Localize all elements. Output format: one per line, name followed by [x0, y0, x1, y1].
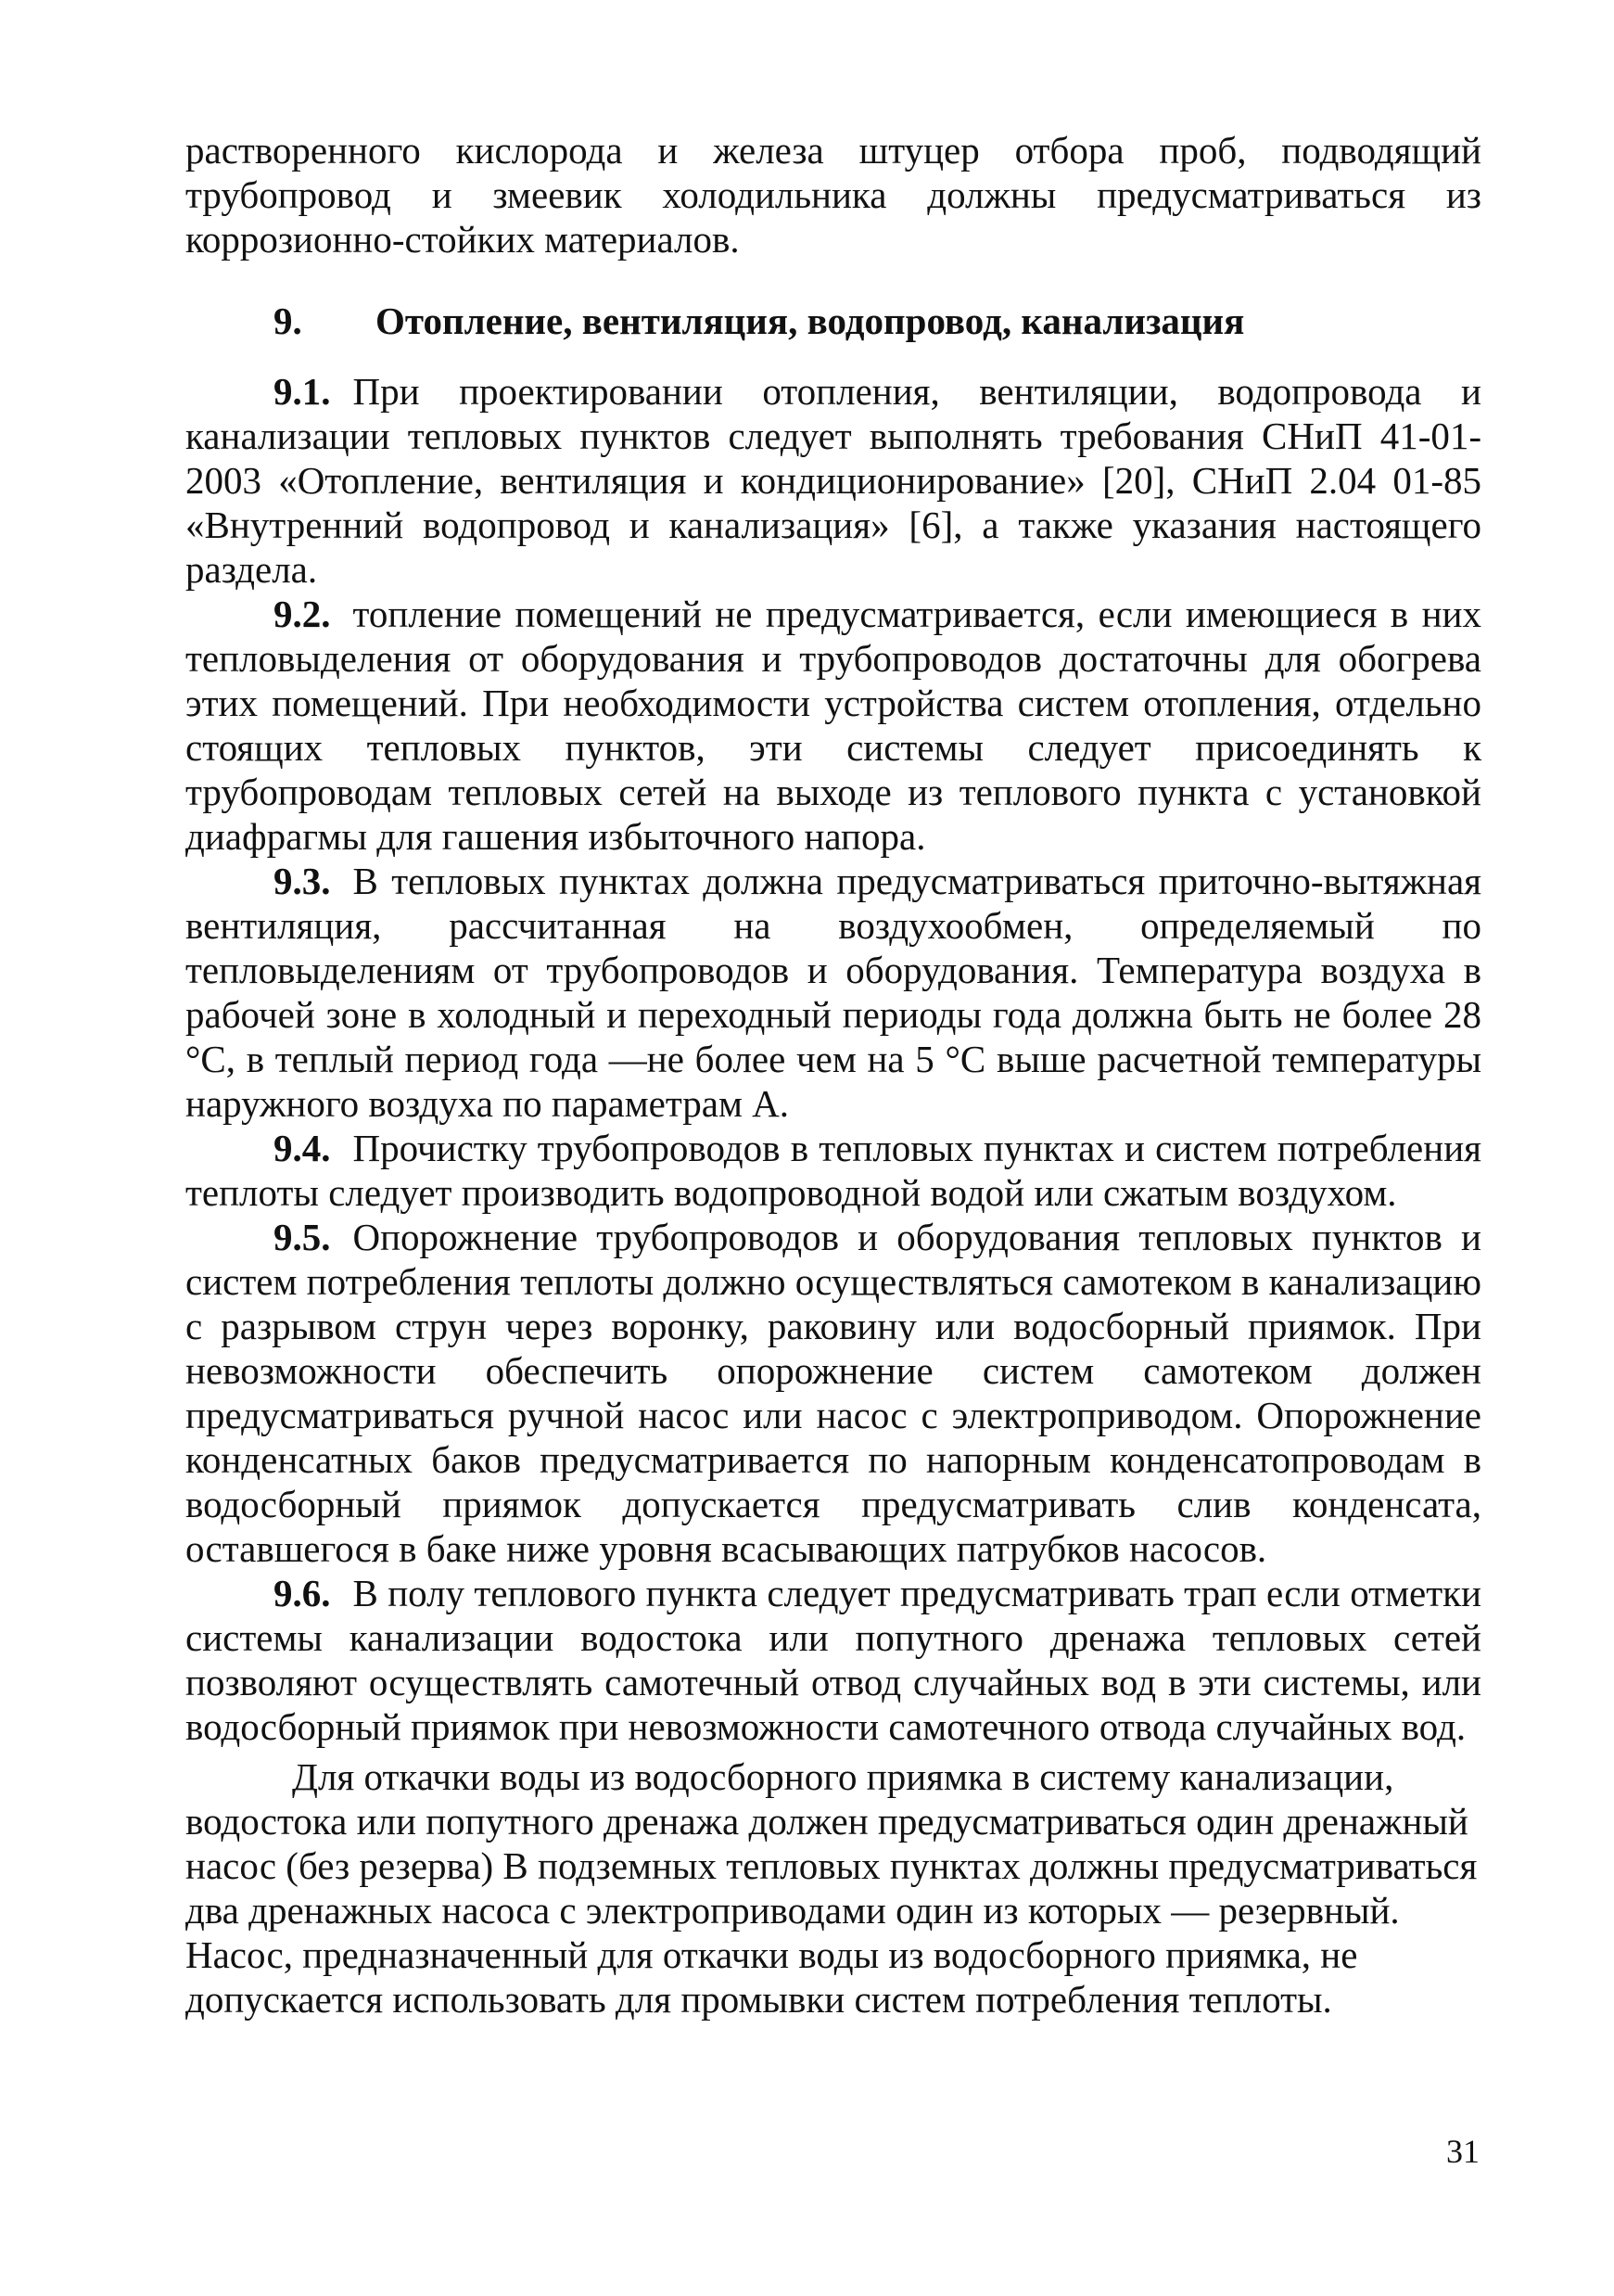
- section-heading: [185, 299, 1481, 343]
- clause-text: топление помещений не предусматривается, если имеющиеся в них тепловыделения от оборудования и трубопроводов достаточны для обогрева этих помещений. При необходимости устройства систем отопления, отдельно стоящих тепловых пунктов, эти системы следует присоединять к трубопроводам тепловых сетей на выходе из теплового пункта с установкой диафрагмы для гашения избыточного напора.: [185, 593, 1481, 858]
- intro-paragraph: растворенного кислорода и железа штуцер отбора проб, подводящий трубопровод и змеевик холодильника должны предусматриваться из коррозионно-стойких материалов.: [185, 129, 1481, 261]
- clause-number: 9.3.: [273, 860, 331, 902]
- clause-text: В тепловых пунктах должна предусматриваться приточно-вытяжная вентиляция, рассчитанная на воздухообмен, определяемый по тепловыделениям от трубопроводов и оборудования. Температура воздуха в рабочей зоне в холодный и переходный периоды года должна быть не более 28 °С, в теплый период года —не более чем на 5 °С выше расчетной температуры наружного воздуха по параметрам А.: [185, 860, 1481, 1125]
- clause-number: 9.1.: [273, 370, 331, 413]
- page-body: [185, 128, 1481, 2022]
- clause-9-4: [185, 1126, 1481, 1215]
- section-title: Отопление, вентиляция, водопровод, канализация: [375, 300, 1245, 342]
- clause-9-1: [185, 369, 1481, 592]
- clause-text: Прочистку трубопроводов в тепловых пунктах и систем потребления теплоты следует производить водопроводной водой или сжатым воздухом.: [185, 1127, 1481, 1214]
- clause-number: 9.5.: [273, 1216, 331, 1258]
- clause-number: 9.2.: [273, 593, 331, 635]
- closing-paragraph: Для откачки воды из водосборного приямка в систему канализации, водостока или попутного дренажа должен предусматриваться один дренажный насос (без резерва) В подземных тепловых пунктах должны предусматриваться два дренажных насоса с электроприводами один из которых — резервный. Насос, предназначенный для откачки воды из водосборного приямка, не допускается использовать для промывки систем потребления теплоты.: [185, 1755, 1478, 2021]
- clause-9-5: [185, 1215, 1481, 1571]
- clause-9-6: [185, 1571, 1481, 1749]
- page-number: 31: [1446, 2133, 1480, 2170]
- section-number: 9.: [273, 300, 302, 342]
- clause-text: При проектировании отопления, вентиляции, водопровода и канализации тепловых пунктов следует выполнять требования СНиП 41-01-2003 «Отопление, вентиляция и кондиционирование» [20], СНиП 2.04 01-85 «Внутренний водопровод и канализация» [6], а также указания настоящего раздела.: [185, 370, 1481, 591]
- clause-9-2: [185, 592, 1481, 859]
- clause-number: 9.6.: [273, 1572, 331, 1614]
- clause-text: Опорожнение трубопроводов и оборудования тепловых пунктов и систем потребления теплоты должно осуществляться самотеком в канализацию с разрывом струн через воронку, раковину или водосборный приямок. При невозможности обеспечить опорожнение систем самотеком должен предусматриваться ручной насос или насос с электроприводом. Опорожнение конденсатных баков предусматривается по напорным конденсатопроводам в водосборный приямок допускается предусматривать слив конденсата, оставшегося в баке ниже уровня всасывающих патрубков насосов.: [185, 1216, 1481, 1570]
- clause-text: В полу теплового пункта следует предусматривать трап если отметки системы канализации водостока или попутного дренажа тепловых сетей позволяют осуществлять самотечный отвод случайных вод в эти системы, или водосборный приямок при невозможности самотечного отвода случайных вод.: [185, 1572, 1481, 1748]
- clause-number: 9.4.: [273, 1127, 331, 1169]
- clause-9-3: [185, 859, 1481, 1126]
